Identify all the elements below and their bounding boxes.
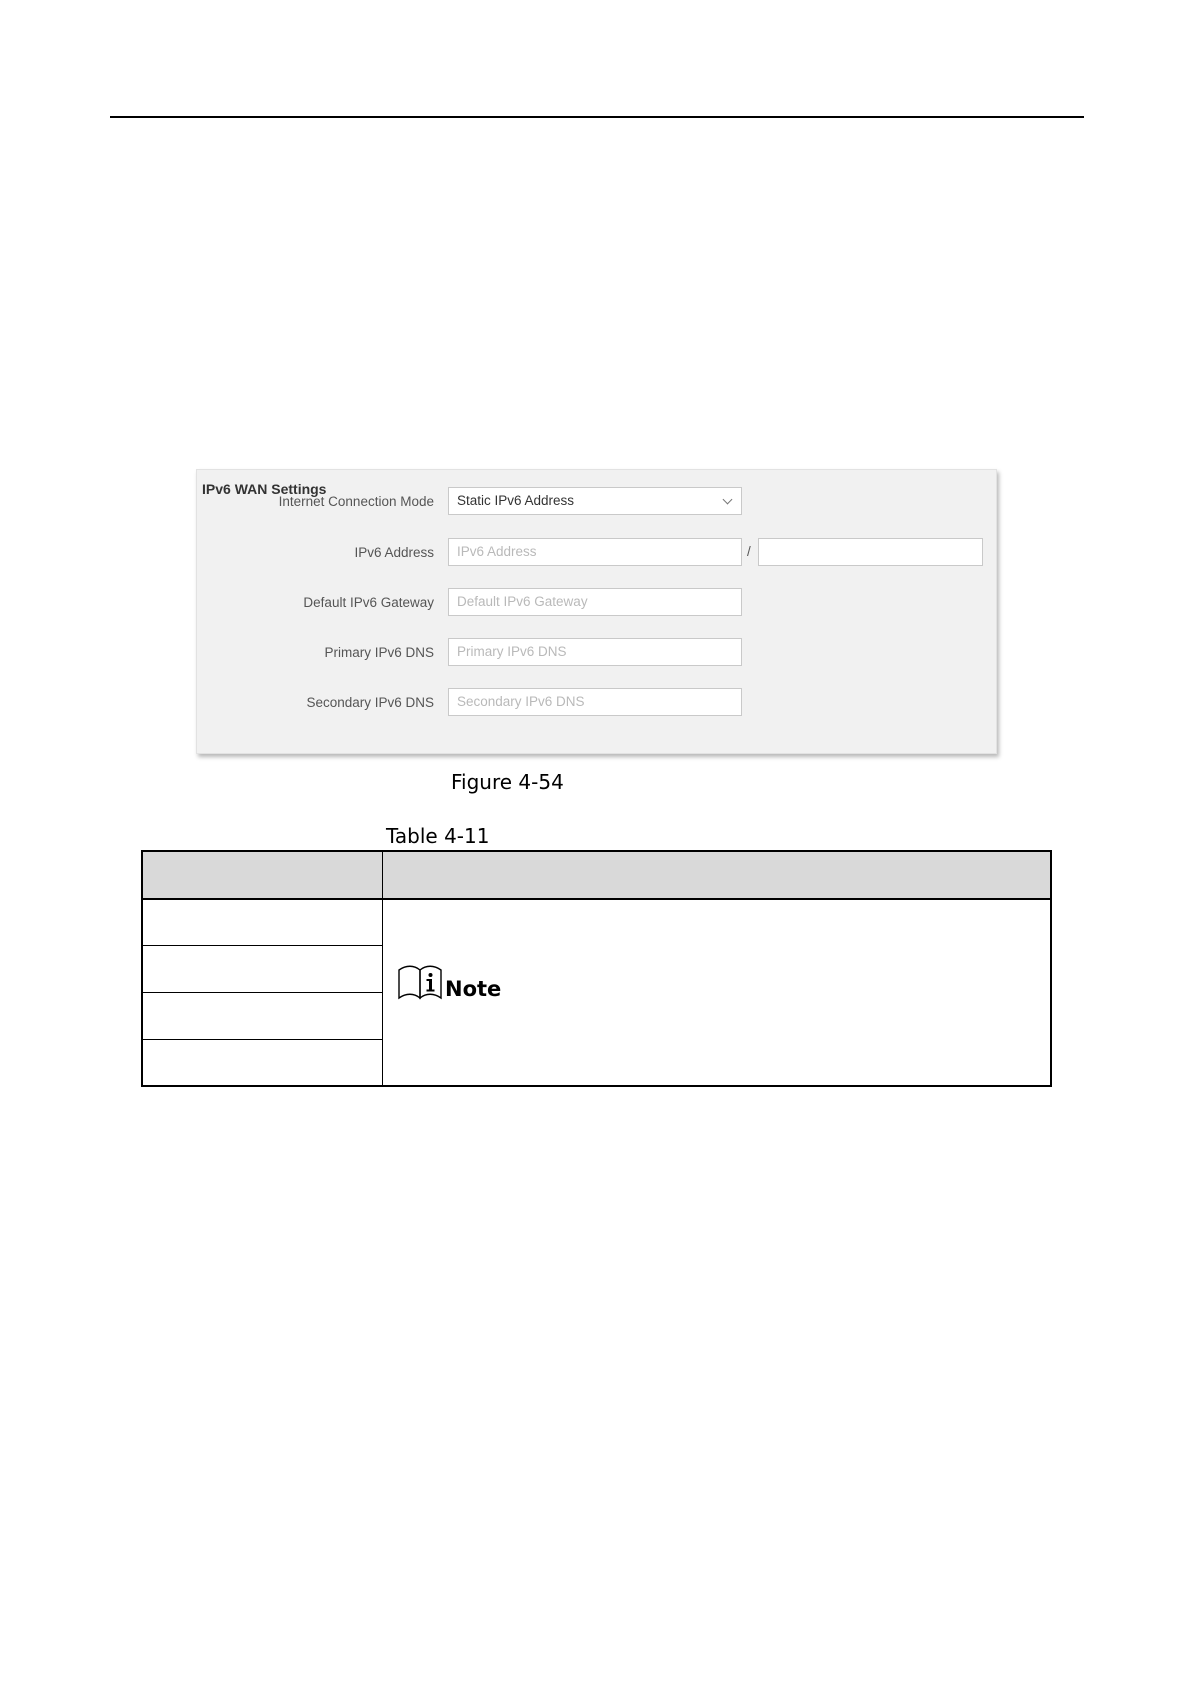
primary-ipv6-dns-label: Primary IPv6 DNS bbox=[324, 645, 434, 660]
ipv6-address-input[interactable] bbox=[448, 538, 742, 566]
ipv6-prefix-length-input[interactable] bbox=[758, 538, 983, 566]
chevron-down-icon bbox=[723, 495, 733, 505]
secondary-ipv6-dns-label: Secondary IPv6 DNS bbox=[306, 695, 434, 710]
ipv6-address-label: IPv6 Address bbox=[354, 545, 434, 560]
ipv6-address-placeholder: IPv6 Address bbox=[457, 544, 537, 559]
row-ipv6-address bbox=[197, 538, 996, 568]
table-column-divider bbox=[382, 852, 383, 1085]
internet-connection-mode-select[interactable] bbox=[448, 487, 742, 515]
secondary-ipv6-dns-placeholder: Secondary IPv6 DNS bbox=[457, 694, 585, 709]
note-block bbox=[397, 964, 501, 1000]
primary-ipv6-dns-input[interactable] bbox=[448, 638, 742, 666]
parameter-table bbox=[141, 850, 1052, 1087]
table-row-divider bbox=[143, 945, 382, 946]
row-secondary-ipv6-dns bbox=[197, 688, 996, 718]
note-label: Note bbox=[445, 977, 502, 1001]
table-row-divider bbox=[143, 992, 382, 993]
row-primary-ipv6-dns bbox=[197, 638, 996, 668]
default-ipv6-gateway-placeholder: Default IPv6 Gateway bbox=[457, 594, 588, 609]
default-ipv6-gateway-label: Default IPv6 Gateway bbox=[303, 595, 434, 610]
internet-connection-mode-label: Internet Connection Mode bbox=[278, 494, 434, 509]
secondary-ipv6-dns-input[interactable] bbox=[448, 688, 742, 716]
page-header-rule bbox=[110, 116, 1084, 118]
panel-title: IPv6 WAN Settings bbox=[202, 481, 327, 497]
table-row-divider bbox=[143, 1039, 382, 1040]
info-book-icon bbox=[397, 964, 443, 1000]
table-header-row bbox=[143, 852, 1050, 900]
row-default-ipv6-gateway bbox=[197, 588, 996, 618]
default-ipv6-gateway-input[interactable] bbox=[448, 588, 742, 616]
internet-connection-mode-value: Static IPv6 Address bbox=[457, 493, 575, 508]
ipv6-wan-settings-panel bbox=[196, 469, 997, 754]
primary-ipv6-dns-placeholder: Primary IPv6 DNS bbox=[457, 644, 567, 659]
figure-caption: Figure 4-54 bbox=[451, 770, 564, 794]
prefix-separator: / bbox=[747, 544, 751, 559]
row-internet-connection-mode bbox=[197, 487, 996, 517]
table-caption: Table 4-11 bbox=[386, 824, 490, 848]
